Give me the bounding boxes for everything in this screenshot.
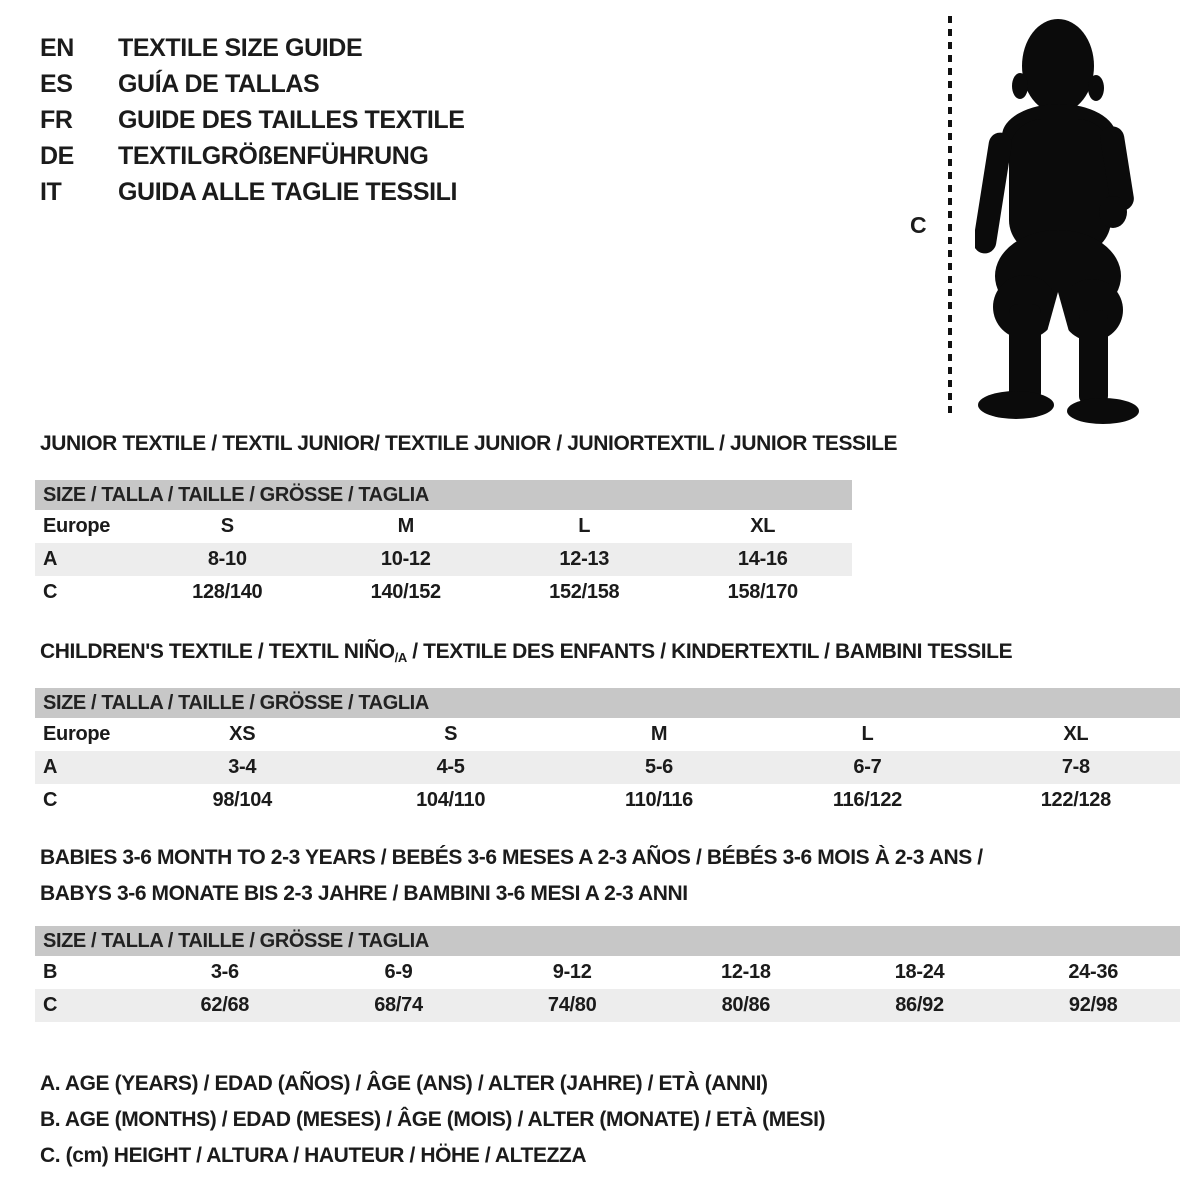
table-cell: 122/128 [1040, 789, 1111, 811]
table-cell: 3-6 [210, 961, 239, 983]
table-cell: S [444, 723, 458, 745]
table-cell: 24-36 [1068, 961, 1119, 983]
table-cell: XL [750, 515, 776, 537]
table-row [35, 956, 1180, 989]
table-cell: 80/86 [721, 994, 771, 1016]
table-cell: 116/122 [832, 789, 902, 811]
legend-line-c: C. (cm) HEIGHT / ALTURA / HAUTEUR / HÖHE / ALTEZZA [40, 1144, 587, 1167]
babies-size-table [35, 926, 1180, 1022]
table-cell: 74/80 [547, 994, 597, 1016]
table-row [35, 576, 852, 609]
table-row [35, 784, 1180, 817]
table-cell: 5-6 [645, 756, 674, 778]
table-cell: M [397, 515, 414, 537]
children-title-subscript: /A [394, 650, 407, 665]
language-label: TEXTILGRÖßENFÜHRUNG [118, 142, 429, 170]
table-cell: 10-12 [380, 548, 431, 570]
legend-line-b: B. AGE (MONTHS) / EDAD (MESES) / ÂGE (MOIS) / ALTER (MONATE) / ETÀ (MESI) [40, 1108, 826, 1131]
table-cell: 86/92 [895, 994, 944, 1016]
table-cell: L [578, 515, 591, 537]
table-cell: A [43, 756, 58, 778]
language-label: GUÍA DE TALLAS [118, 70, 320, 98]
table-row [35, 543, 852, 576]
language-row [40, 174, 465, 210]
table-cell: 98/104 [212, 789, 272, 811]
table-cell: 8-10 [207, 548, 247, 570]
table-cell: S [220, 515, 234, 537]
language-label: GUIDA ALLE TAGLIE TESSILI [118, 178, 458, 206]
table-cell: 140/152 [370, 581, 441, 603]
legend-line-a: A. AGE (YEARS) / EDAD (AÑOS) / ÂGE (ANS) / ALTER (JAHRE) / ETÀ (ANNI) [40, 1072, 768, 1095]
table-cell: 3-4 [228, 756, 257, 778]
table-cell: 152/158 [549, 581, 620, 603]
table-cell: C [43, 994, 58, 1016]
table-cell: 6-9 [384, 961, 413, 983]
table-cell: 9-12 [552, 961, 592, 983]
language-row [40, 102, 465, 138]
legend [40, 1066, 825, 1174]
language-code: EN [40, 34, 74, 62]
table-row [35, 718, 1180, 751]
table-cell: C [43, 789, 58, 811]
table-cell: 92/98 [1068, 994, 1118, 1016]
table-cell: L [861, 723, 874, 745]
children-title-prefix: CHILDREN'S TEXTILE / TEXTIL NIÑO [40, 640, 395, 663]
table-cell: XL [1063, 723, 1089, 745]
table-cell: A [43, 548, 58, 570]
table-cell: 14-16 [737, 548, 788, 570]
table-cell: 128/140 [192, 581, 263, 603]
table-cell: 68/74 [374, 994, 423, 1016]
table-row [35, 989, 1180, 1022]
children-section-title [40, 640, 1012, 665]
table-cell: 158/170 [727, 581, 798, 603]
size-header-bar: SIZE / TALLA / TAILLE / GRÖSSE / TAGLIA [35, 926, 1180, 956]
table-cell: 110/116 [625, 789, 694, 811]
language-row [40, 30, 465, 66]
size-header-bar: SIZE / TALLA / TAILLE / GRÖSSE / TAGLIA [35, 688, 1180, 718]
table-cell: 18-24 [894, 961, 945, 983]
table-cell: B [43, 961, 58, 983]
table-cell: 7-8 [1061, 756, 1090, 778]
language-code: IT [40, 178, 62, 206]
size-header-bar: SIZE / TALLA / TAILLE / GRÖSSE / TAGLIA [35, 480, 852, 510]
children-size-table [35, 688, 1180, 817]
table-cell: 104/110 [416, 789, 486, 811]
table-cell: Europe [43, 515, 111, 537]
language-label: GUIDE DES TAILLES TEXTILE [118, 106, 465, 134]
table-cell: 12-18 [721, 961, 771, 983]
table-cell: 12-13 [559, 548, 610, 570]
table-cell: XS [229, 723, 256, 745]
language-label: TEXTILE SIZE GUIDE [118, 34, 363, 62]
junior-size-table [35, 480, 852, 609]
language-code: ES [40, 70, 73, 98]
language-code: FR [40, 106, 73, 134]
table-cell: Europe [43, 723, 111, 745]
table-row [35, 510, 852, 543]
babies-section-title-line2: BABYS 3-6 MONATE BIS 2-3 JAHRE / BAMBINI 3-6 MESI A 2-3 ANNI [40, 882, 688, 905]
table-cell: 6-7 [853, 756, 882, 778]
height-measure-label: C [910, 212, 927, 238]
language-row [40, 138, 465, 174]
language-list [40, 30, 465, 210]
table-cell: 4-5 [436, 756, 465, 778]
table-cell: C [43, 581, 58, 603]
language-row [40, 66, 465, 102]
table-row [35, 751, 1180, 784]
babies-section-title-line1: BABIES 3-6 MONTH TO 2-3 YEARS / BEBÉS 3-6 MESES A 2-3 AÑOS / BÉBÉS 3-6 MOIS À 2-3 ANS / [40, 846, 983, 869]
table-cell: 62/68 [200, 994, 250, 1016]
height-measure-line [948, 16, 952, 416]
table-cell: M [650, 723, 668, 745]
language-code: DE [40, 142, 74, 170]
children-title-suffix: / TEXTILE DES ENFANTS / KINDERTEXTIL / BAMBINI TESSILE [406, 640, 1013, 663]
toddler-silhouette-icon [975, 14, 1145, 424]
junior-section-title: JUNIOR TEXTILE / TEXTIL JUNIOR/ TEXTILE JUNIOR / JUNIORTEXTIL / JUNIOR TESSILE [40, 432, 898, 455]
